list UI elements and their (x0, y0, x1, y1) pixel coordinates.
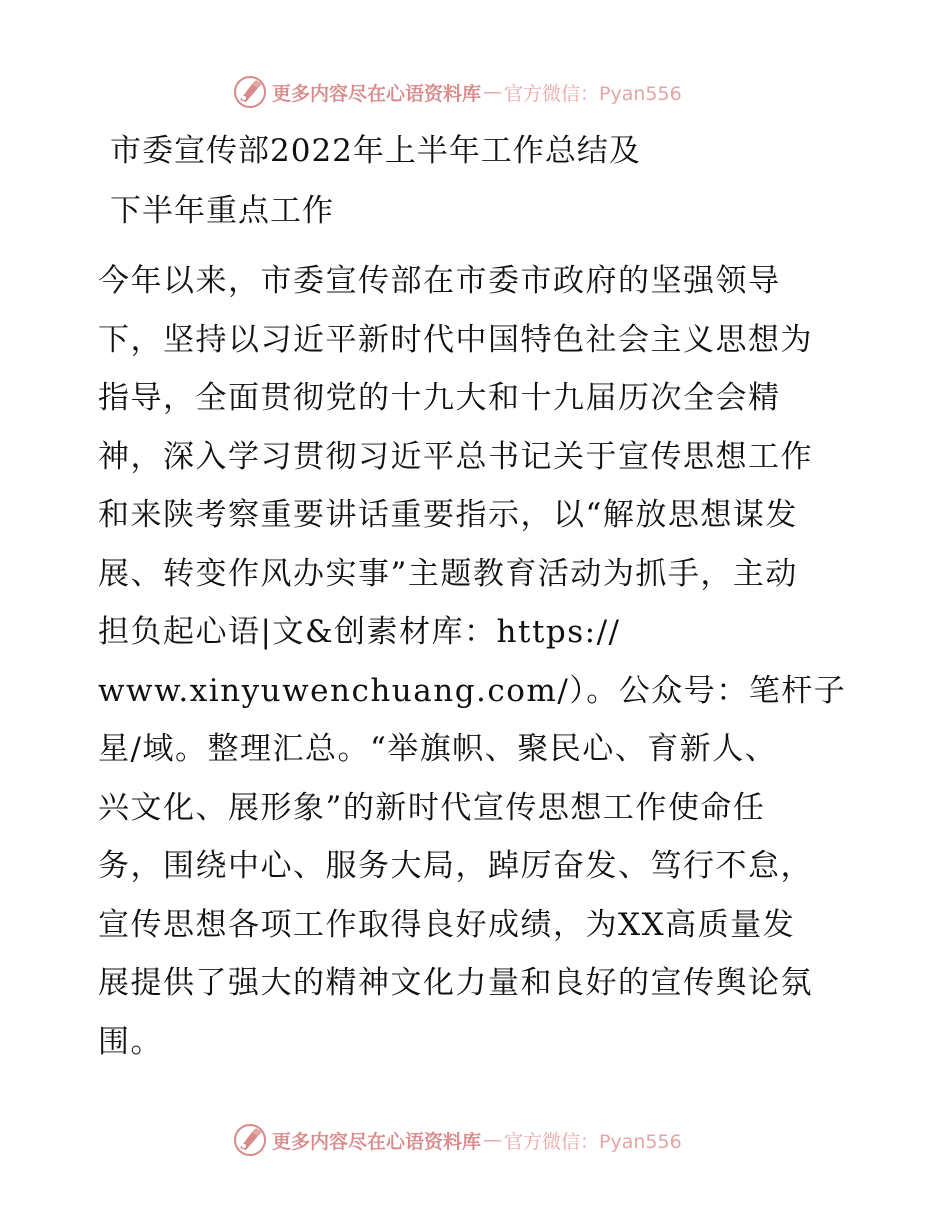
document-body (98, 122, 858, 1071)
pen-nib-logo-icon (232, 74, 268, 110)
header-watermark (232, 72, 682, 112)
paragraph-line: 围。 (98, 1023, 163, 1060)
watermark-main-text: 更多内容尽在心语资料库 (272, 82, 482, 105)
paragraph-line: www.xinyuwenchuang.com/）。公众号：笔杆子 (98, 672, 847, 709)
paragraph-line: 神，深入学习贯彻习近平总书记关于宣传思想工作 (98, 438, 813, 475)
paragraph-line: 展提供了强大的精神文化力量和良好的宣传舆论氛 (98, 965, 813, 1001)
pen-nib-logo-icon (232, 1122, 268, 1158)
watermark-dash: — (483, 1129, 503, 1151)
paragraph-line: 今年以来，市委宣传部在市委市政府的坚强领导 (98, 263, 781, 299)
watermark-sub-text: 官方微信：Pyan556 (504, 82, 682, 105)
paragraph-line: 展、转变作风办实事”主题教育活动为抓手，主动 (98, 555, 798, 592)
paragraph-line: 星/域。整理汇总。“举旗帜、聚民心、育新人、 (98, 731, 778, 767)
paragraph-line: 兴文化、展形象”的新时代宣传思想工作使命任 (98, 789, 766, 826)
document-title-line-1: 市委宣传部2022年上半年工作总结及 (110, 133, 641, 169)
watermark-dash: — (483, 81, 503, 103)
document-title-line-2: 下半年重点工作 (110, 193, 334, 229)
paragraph-line: 担负起心语|文&创素材库：https:// (98, 614, 621, 650)
paragraph-line: 和来陕考察重要讲话重要指示，以“解放思想谋发 (98, 497, 798, 533)
paragraph-line: 务，围绕中心、服务大局，踔厉奋发、笃行不怠， (98, 848, 813, 884)
body-paragraph (98, 252, 858, 1071)
footer-watermark (232, 1120, 682, 1160)
paragraph-line: 宣传思想各项工作取得良好成绩，为XX高质量发 (98, 906, 796, 943)
watermark-main-text: 更多内容尽在心语资料库 (272, 1130, 482, 1153)
watermark-sub-text: 官方微信：Pyan556 (504, 1130, 682, 1153)
paragraph-line: 下，坚持以习近平新时代中国特色社会主义思想为 (98, 321, 813, 358)
paragraph-line: 指导，全面贯彻党的十九大和十九届历次全会精 (98, 380, 781, 416)
